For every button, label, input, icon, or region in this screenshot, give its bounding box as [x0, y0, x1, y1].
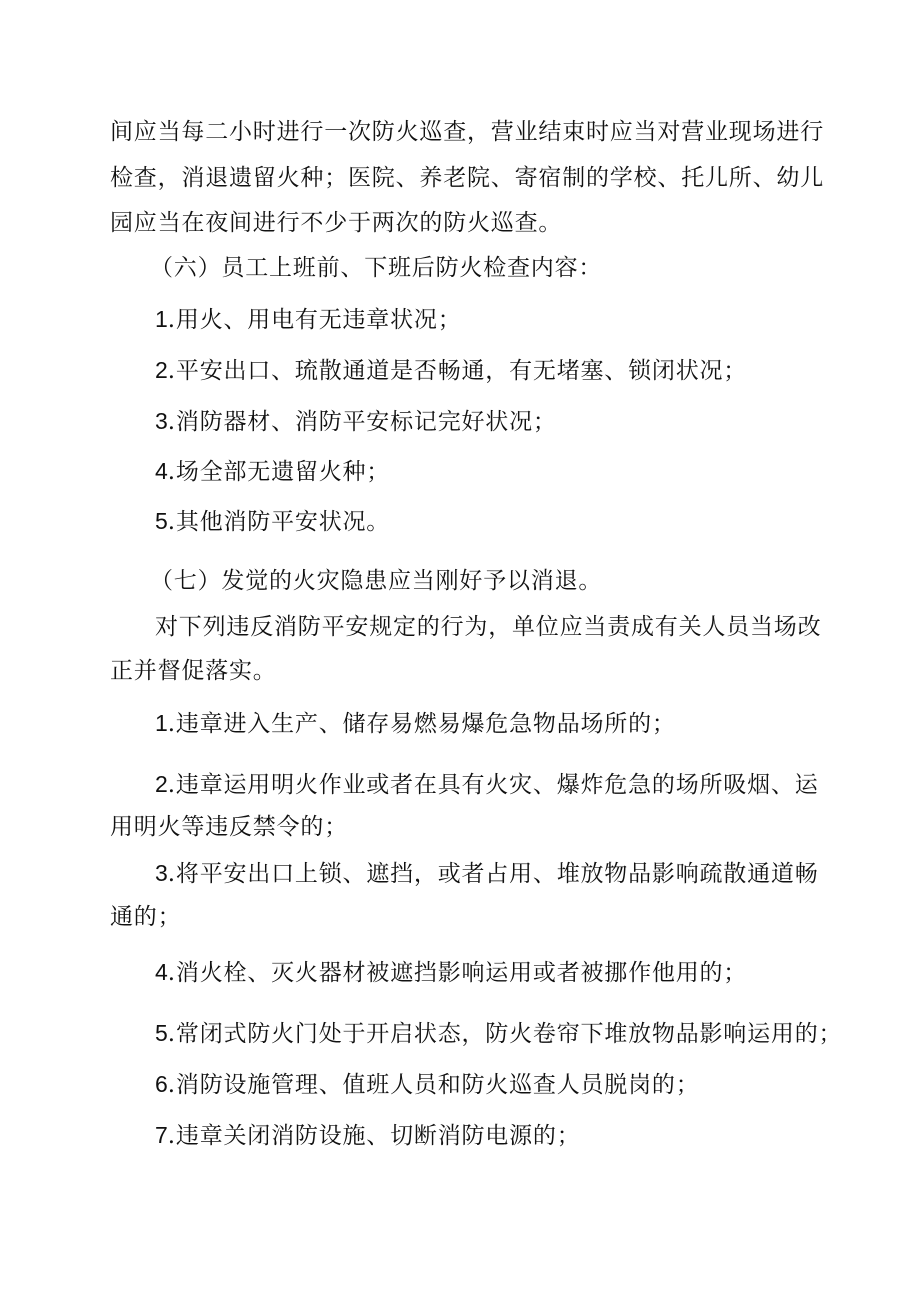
list-item-text: .消火栓、灭火器材被遮挡影响运用或者被挪作他用的； [167, 960, 748, 986]
list-item-number: 5 [155, 508, 168, 534]
list-item-text: .违章进入生产、储存易燃易爆危急物品场所的； [167, 711, 676, 737]
list-item [155, 858, 895, 889]
list-item-continuation: 通的； [110, 904, 182, 930]
list-item [155, 304, 895, 335]
list-item [155, 1018, 895, 1049]
list-item-text: .平安出口、琉散通道是否畅通，有无堵塞、锁闭状况； [167, 358, 748, 384]
section-heading-seven: （七）发觉的火灾隐患应当刚好予以消退。 [150, 568, 603, 594]
list-item [155, 456, 895, 487]
list-item-number: 1 [155, 710, 168, 736]
list-item [155, 957, 895, 988]
list-item-text: .将平安出口上锁、遮挡，或者占用、堆放物品影响疏散通道畅 [167, 861, 819, 887]
list-item-number: 4 [155, 959, 168, 985]
paragraph-p9-line-1: 对下列违反消防平安规定的行为，单位应当责成有关人员当场改 [155, 614, 822, 640]
list-item-number: 3 [155, 408, 168, 434]
list-item-text: .违章关闭消防设施、切断消防电源的； [167, 1123, 581, 1149]
list-item-text: .用火、用电有无违章状况； [167, 307, 462, 333]
list-item [155, 1069, 895, 1100]
list-item-text: .消防器材、消防平安标记完好状况； [167, 409, 557, 435]
list-item-text: .场全部无遗留火种； [167, 459, 391, 485]
list-item-number: 5 [155, 1020, 168, 1046]
list-item-text: .其他消防平安状况。 [167, 509, 391, 535]
list-item-number: 4 [155, 458, 168, 484]
list-item-number: 1 [155, 306, 168, 332]
list-item-number: 3 [155, 860, 168, 886]
list-item [155, 506, 895, 537]
list-item-number: 2 [155, 357, 168, 383]
list-item-text: .消防设施管理、值班人员和防火巡查人员脱岗的； [167, 1072, 700, 1098]
list-item-text: .常闭式防火门处于开启状态，防火卷帘下堆放物品影响运用的； [167, 1021, 843, 1047]
paragraph-p9-line-2: 正并督促落实。 [110, 658, 277, 684]
paragraph-p1-line-2: 检查，消退遗留火种；医院、养老院、寄宿制的学校、托儿所、幼儿 [110, 165, 824, 191]
paragraph-p1-line-1: 间应当每二小时进行一次防火巡查，营业结束时应当对营业现场进行 [110, 119, 824, 145]
list-item [155, 769, 895, 800]
list-item [155, 1120, 895, 1151]
list-item-number: 6 [155, 1071, 168, 1097]
list-item-number: 7 [155, 1122, 168, 1148]
list-item [155, 355, 895, 386]
paragraph-p1-line-3: 园应当在夜间进行不少于两次的防火巡查。 [110, 210, 563, 236]
list-item-continuation: 用明火等违反禁令的； [110, 814, 348, 840]
list-item [155, 406, 895, 437]
list-item-number: 2 [155, 771, 168, 797]
section-heading-six: （六）员工上班前、下班后防火检查内容： [150, 255, 603, 281]
list-item-text: .违章运用明火作业或者在具有火灾、爆炸危急的场所吸烟、运 [167, 772, 819, 798]
list-item [155, 708, 895, 739]
